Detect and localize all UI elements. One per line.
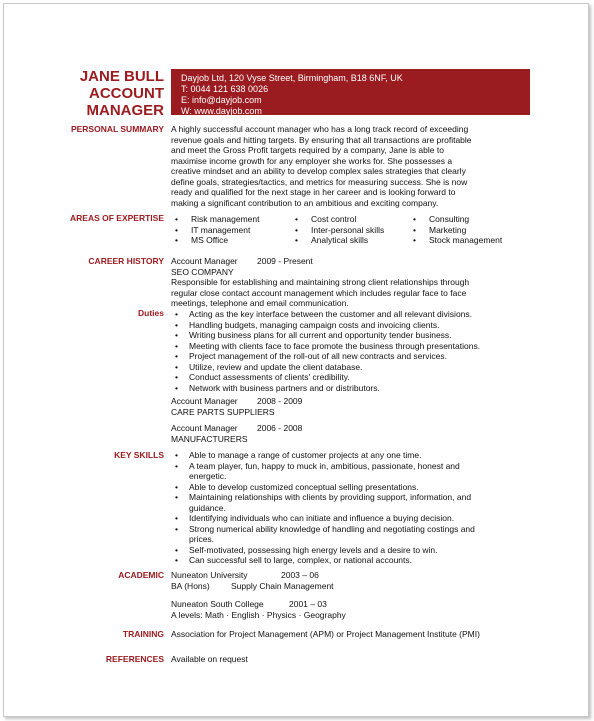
duties-list bbox=[175, 309, 545, 393]
job-entry-2 bbox=[171, 396, 541, 417]
school-dates: 2003 – 06 bbox=[281, 570, 319, 580]
duty-item: • Meeting with clients face to face promote the business through presentations. bbox=[175, 341, 545, 352]
summary-line: making a significant contribution to an ambitious and exciting company. bbox=[171, 197, 439, 208]
job-title-line-2: MANAGER bbox=[86, 102, 164, 119]
school-dates: 2001 – 03 bbox=[289, 599, 327, 609]
expertise-item: • Marketing bbox=[413, 225, 533, 236]
skill-item: • Strong numerical ability knowledge of handling and negotiating costings and prices. bbox=[175, 524, 545, 545]
expertise-item: • Risk management bbox=[175, 214, 295, 225]
personal-summary-text bbox=[171, 124, 541, 208]
job-entry-1 bbox=[171, 256, 541, 309]
career-history-heading: CAREER HISTORY bbox=[88, 256, 164, 266]
name-title-block bbox=[44, 68, 164, 119]
personal-summary-heading: PERSONAL SUMMARY bbox=[70, 124, 164, 134]
duty-item: • Conduct assessments of clients' credibility. bbox=[175, 372, 545, 383]
summary-line: ready and qualified for the next stage in her career and is looking forward to bbox=[171, 187, 456, 197]
duty-item: • Network with business partners and or distributors. bbox=[175, 383, 545, 394]
contact-email: E: info@dayjob.com bbox=[181, 95, 262, 105]
duty-item: • Project management of the roll-out of all new contracts and services. bbox=[175, 351, 545, 362]
expertise-item: • MS Office bbox=[175, 235, 295, 246]
degree-subject: Supply Chain Management bbox=[231, 580, 334, 591]
training-text: Association for Project Management (APM) or Project Management Institute (PMI) bbox=[171, 629, 480, 639]
expertise-item: • Inter-personal skills bbox=[295, 225, 413, 236]
expertise-heading: AREAS OF EXPERTISE bbox=[70, 213, 164, 223]
references-heading: REFERENCES bbox=[105, 654, 164, 664]
skill-item: • Identifying individuals who can initiate and influence a buying decision. bbox=[175, 513, 545, 524]
company-name: MANUFACTURERS bbox=[171, 433, 248, 444]
key-skills-heading: KEY SKILLS bbox=[114, 450, 164, 460]
references-text: Available on request bbox=[171, 654, 248, 664]
key-skills-list bbox=[175, 450, 545, 566]
expertise-item: • IT management bbox=[175, 225, 295, 236]
job-entry-3 bbox=[171, 423, 541, 444]
summary-line: define goals, strategies/tactics, and metrics for measuring success. She is now bbox=[171, 176, 468, 187]
summary-line: A highly successful account manager who has a long track record of exceeding bbox=[171, 124, 469, 134]
resume-page bbox=[3, 3, 589, 717]
skill-item: • A team player, fun, happy to muck in, ambitious, passionate, honest and energetic. bbox=[175, 461, 545, 482]
academic-details bbox=[171, 570, 541, 620]
duty-item: • Writing business plans for all current and opportunity tender business. bbox=[175, 330, 545, 341]
job-title: Account Manager bbox=[171, 256, 238, 266]
duty-item: • Acting as the key interface between the customer and all relevant divisions. bbox=[175, 309, 545, 320]
training-heading: TRAINING bbox=[122, 629, 164, 639]
skill-item: • Able to develop customized conceptual selling presentations. bbox=[175, 482, 545, 493]
school-name: Nuneaton University bbox=[171, 570, 248, 580]
job-title: Account Manager bbox=[171, 396, 238, 406]
a-levels: A levels: Math · English · Physics · Geography bbox=[171, 609, 346, 620]
summary-line: creative mindset and an ability to develop complex sales strategies that clearly bbox=[171, 166, 466, 176]
expertise-item: • Stock management bbox=[413, 235, 533, 246]
degree: BA (Hons) bbox=[171, 580, 210, 591]
job-description-line: meetings, telephone and email communication. bbox=[171, 298, 349, 308]
candidate-name: JANE BULL bbox=[79, 68, 164, 85]
skill-item: • Able to manage a range of customer projects at any one time. bbox=[175, 450, 545, 461]
expertise-list bbox=[175, 214, 535, 246]
job-description-line: Responsible for establishing and maintaining strong client relationships through bbox=[171, 277, 470, 287]
skill-item: • Self-motivated, possessing high energy levels and a desire to win. bbox=[175, 545, 545, 556]
contact-website: W: www.dayjob.com bbox=[181, 106, 262, 116]
job-title-line-1: ACCOUNT bbox=[89, 85, 164, 102]
skill-item: • Can successful sell to large, complex, or national accounts. bbox=[175, 555, 545, 566]
company-name: CARE PARTS SUPPLIERS bbox=[171, 406, 275, 417]
job-dates: 2006 - 2008 bbox=[257, 423, 303, 433]
expertise-item: • Cost control bbox=[295, 214, 413, 225]
summary-line: maximise income growth for any employer she works for. She possesses a bbox=[171, 155, 453, 166]
duty-item: • Utilize, review and update the client database. bbox=[175, 362, 545, 373]
contact-bar bbox=[171, 69, 530, 115]
contact-phone: T: 0044 121 638 0026 bbox=[181, 84, 269, 94]
academic-heading: ACADEMIC bbox=[118, 570, 164, 580]
school-name: Nuneaton South College bbox=[171, 599, 264, 609]
expertise-item: • Consulting bbox=[413, 214, 533, 225]
job-description-line: regular close contact account management which includes regular face to face bbox=[171, 287, 467, 298]
job-dates: 2009 - Present bbox=[257, 256, 313, 266]
summary-line: and meet the Gross Profit targets required by a company, Jane is able to bbox=[171, 145, 444, 155]
duty-item: • Handling budgets, managing campaign costs and invoicing clients. bbox=[175, 320, 545, 331]
contact-address: Dayjob Ltd, 120 Vyse Street, Birmingham, B18 6NF, UK bbox=[181, 73, 403, 83]
job-dates: 2008 - 2009 bbox=[257, 396, 303, 406]
skill-item: • Maintaining relationships with clients by providing support, information, and guidance. bbox=[175, 492, 545, 513]
summary-line: revenue goals and hitting targets. By ensuring that all transactions are profitable bbox=[171, 134, 472, 145]
company-name: SEO COMPANY bbox=[171, 266, 234, 277]
job-title: Account Manager bbox=[171, 423, 238, 433]
duties-heading: Duties bbox=[138, 308, 164, 318]
expertise-item: • Analytical skills bbox=[295, 235, 413, 246]
